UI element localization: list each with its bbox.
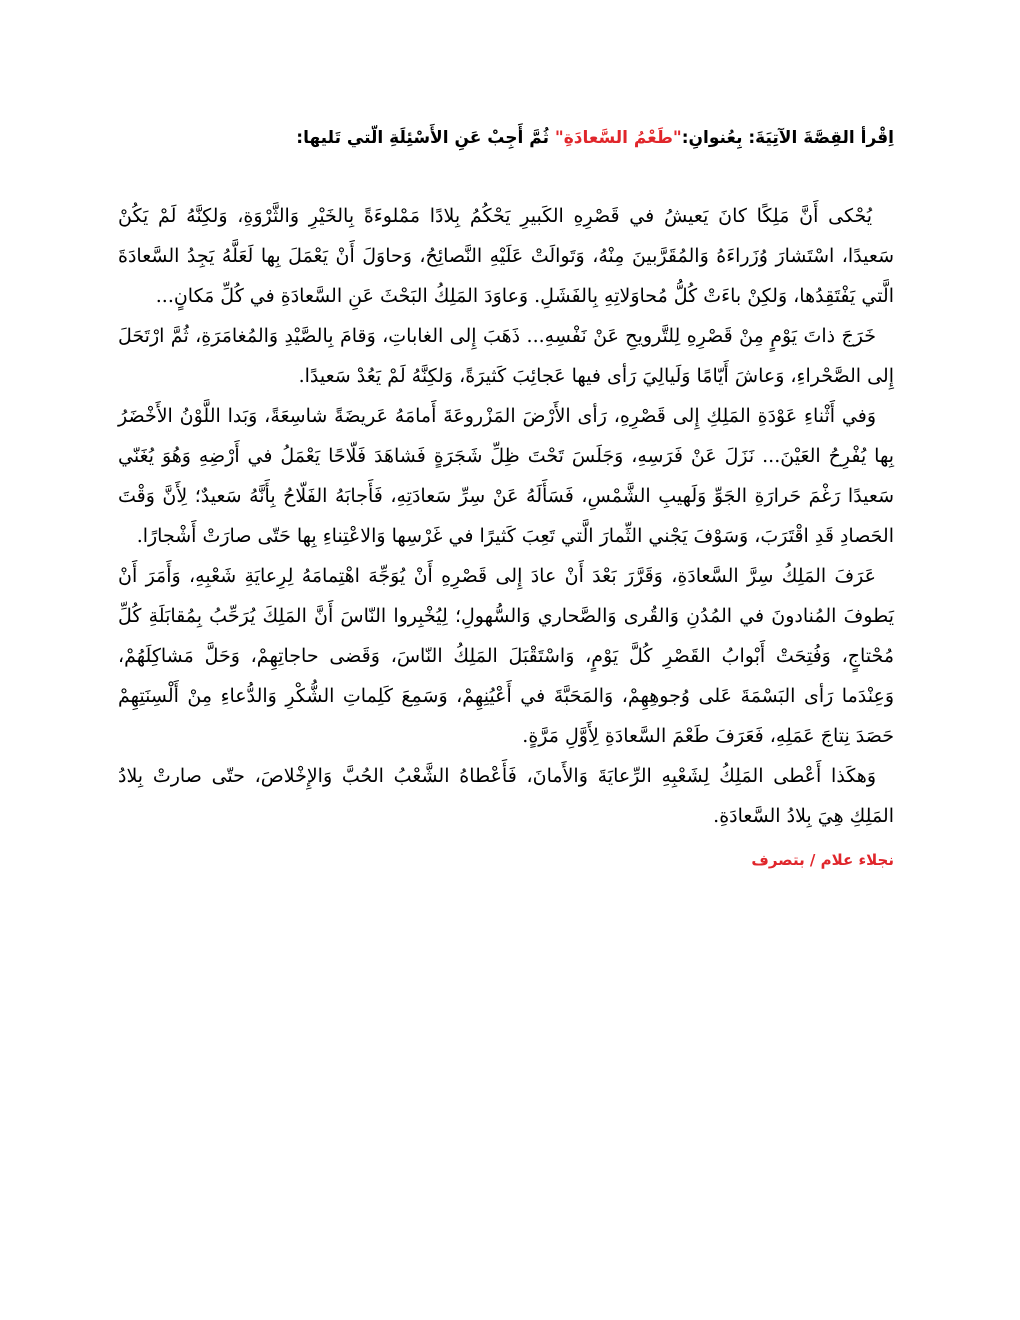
- paragraph-5: وَهكَذا أَعْطى المَلِكُ لِشَعْبِهِ الرِّعايَةَ وَالأَمانَ، فَأَعْطاهُ الشَّعْبُ الحُبَّ وَالإِخْلاصَ، حتّى صارتْ بِلادُ المَلِكِ هِيَ بِلادُ السَّعادَةِ.: [118, 765, 894, 827]
- document-page: [118, 118, 894, 874]
- paragraph-1: يُحْكى أَنَّ مَلِكًا كانَ يَعيشُ في قَصْرِهِ الكَبيرِ يَحْكُمُ بِلادًا مَمْلوءَةً بِالخَيْرِ وَالثَّرْوَةِ، وَلكِنَّهُ لَمْ يَكُنْ سَعيدًا، اسْتَشارَ وُزَراءَهُ وَالمُقَرَّبينَ مِنْهُ، وَتَوالَتْ عَلَيْهِ النَّصائِحُ، وَحاوَلَ أَنْ يَعْمَلَ بِها لَعَلَّهُ يَجِدُ السَّعادَةَ الَّتي يَفْتَقِدُها، وَلكِنْ باءَتْ كُلُّ مُحاوَلاتِهِ بِالفَشَلِ. وَعاوَدَ المَلِكُ البَحْثَ عَنِ السَّعادَةِ في كُلِّ مَكانٍ...: [118, 205, 894, 307]
- heading-suffix: ثُمَّ أَجِبْ عَنِ الأَسْئِلَةِ الّتي تَليها:: [296, 128, 555, 148]
- story-body: [118, 196, 894, 836]
- instruction-heading: [118, 118, 894, 158]
- author-credit: نجلاء علام / بتصرف: [751, 851, 894, 869]
- story-title: "طَعْمُ السَّعادَةِ": [554, 128, 682, 148]
- paragraph-4: عَرَفَ المَلِكُ سِرَّ السَّعادَةِ، وَقَرَّرَ بَعْدَ أَنْ عادَ إِلى قَصْرِهِ أَنْ يُوَجِّهَ اهْتِمامَهُ لِرِعايَةِ شَعْبِهِ، وَأَمَرَ أَنْ يَطوفَ المُنادونَ في المُدُنِ وَالقُرى وَالصَّحاري وَالسُّهولِ؛ لِيُخْبِروا النّاسَ أَنَّ المَلِكَ يُرَحِّبُ بِمُقابَلَةِ كُلِّ مُحْتاجٍ، وَفُتِحَتْ أَبْوابُ القَصْرِ كُلَّ يَوْمٍ، وَاسْتَقْبَلَ المَلِكُ النّاسَ، وَقَضى حاجاتِهِمْ، وَحَلَّ مَشاكِلَهُمْ، وَعِنْدَما رَأى البَسْمَةَ عَلى وُجوهِهِمْ، وَالمَحَبَّةَ في أَعْيُنِهِمْ، وَسَمِعَ كَلِماتِ الشُّكْرِ وَالدُّعاءِ مِنْ أَلْسِنَتِهِمْ حَصَدَ نِتاجَ عَمَلِهِ، فَعَرَفَ طَعْمَ السَّعادَةِ لِأَوَّلِ مَرَّةٍ.: [118, 565, 894, 747]
- paragraph-3: وَفي أَثْناءِ عَوْدَةِ المَلِكِ إِلى قَصْرِهِ، رَأى الأَرْضَ المَزْروعَةَ أَمامَهُ عَريضَةً شاسِعَةً، وَبَدا اللَّوْنُ الأَخْضَرُ بِها يُفْرِحُ العَيْنَ... نَزَلَ عَنْ فَرَسِهِ، وَجَلَسَ تَحْتَ ظِلِّ شَجَرَةٍ فَشاهَدَ فَلّاحًا يَعْمَلُ في أَرْضِهِ وَهُوَ يُغَنّي سَعيدًا رَغْمَ حَرارَةِ الجَوِّ وَلَهيبِ الشَّمْسِ، فَسَأَلَهُ عَنْ سِرِّ سَعادَتِهِ، فَأَجابَهُ الفَلّاحُ بِأَنَّهُ سَعيدٌ؛ لِأَنَّ وَقْتَ الحَصادِ قَدِ اقْتَرَبَ، وَسَوْفَ يَجْني الثِّمارَ الَّتي تَعِبَ كَثيرًا في غَرْسِها وَالاعْتِناءِ بِها حَتّى صارَتْ أَشْجارًا.: [118, 405, 894, 547]
- paragraph-2: خَرَجَ ذاتَ يَوْمٍ مِنْ قَصْرِهِ لِلتَّرويحِ عَنْ نَفْسِهِ... ذَهَبَ إِلى الغاباتِ، وَقامَ بِالصَّيْدِ وَالمُغامَرَةِ، ثُمَّ ارْتَحَلَ إِلى الصَّحْراءِ، وَعاشَ أَيّامًا وَلَيالِيَ رَأى فيها عَجائِبَ كَثيرَةً، وَلكِنَّهُ لَمْ يَعُدْ سَعيدًا.: [118, 325, 894, 387]
- heading-prefix: اِقْرأ القِصَّةَ الآتِيَةَ: بِعُنوانِ:: [681, 128, 894, 148]
